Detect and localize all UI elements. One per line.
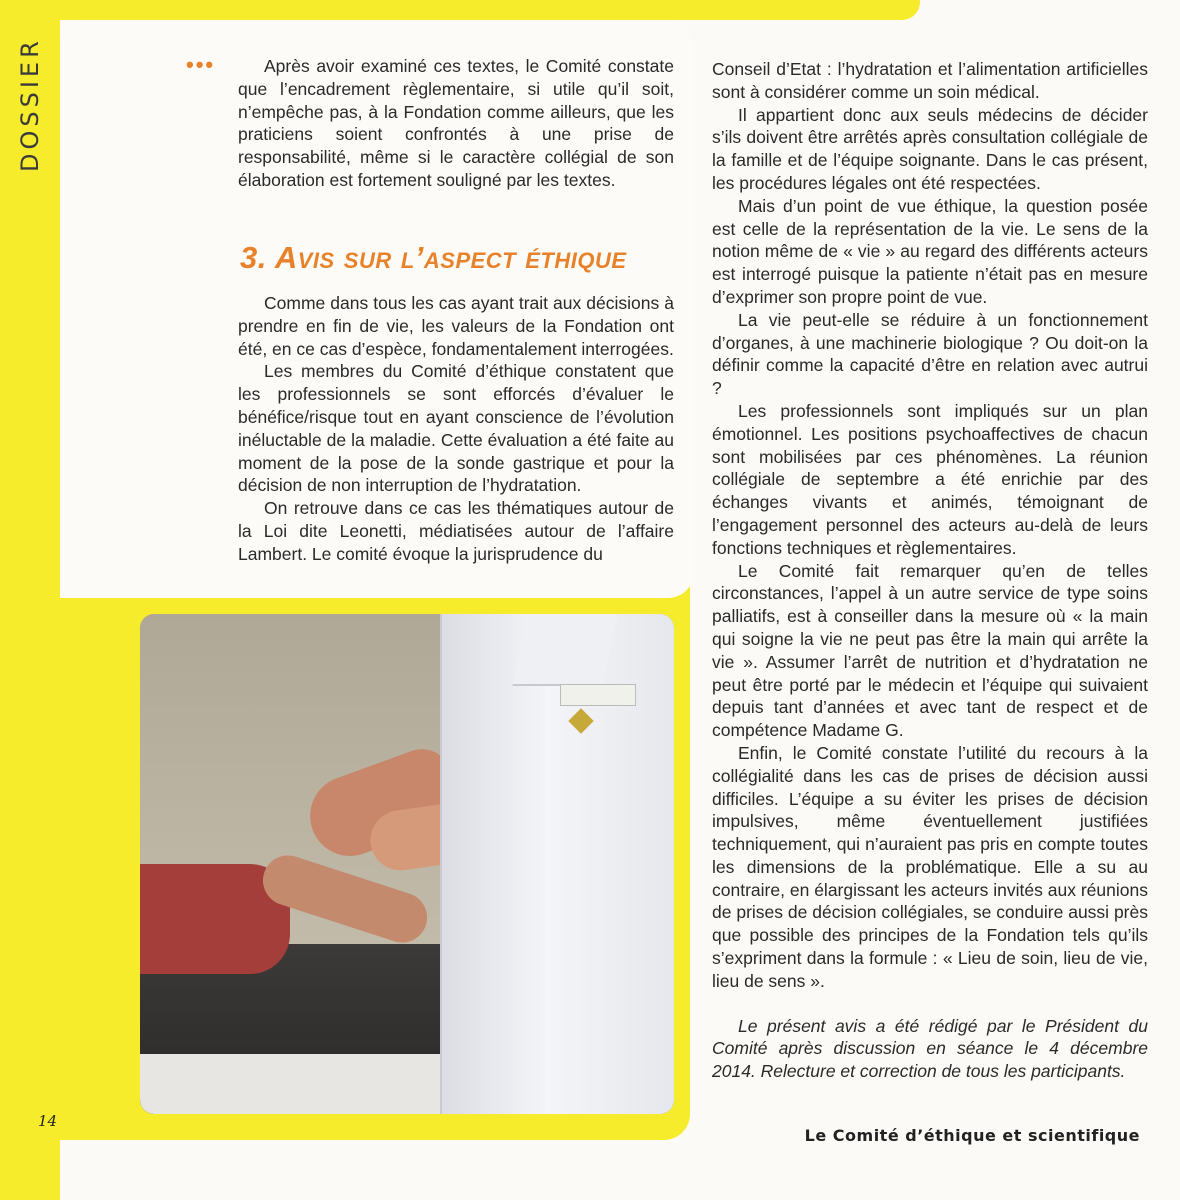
intro-paragraph: Après avoir examiné ces textes, le Comité constate que l’encadrement règlementaire, si utile qu’il soit, n’empêche pas, à la Fondation comme ailleurs, que les praticiens soient confrontés à une prise de responsabilité, même si le caractère collégial de son élaboration est fortement souligné par les textes. [238, 56, 674, 190]
section-heading: 3. Avis sur l’aspect éthique [240, 240, 627, 275]
continuation-paragraph: Conseil d’Etat : l’hydratation et l’alimentation artificielles sont à considérer comme un soin médical. [712, 59, 1148, 102]
paragraph: Mais d’un point de vue éthique, la question posée est celle de la représentation de la vie. Le sens de la notion même de « vie » au regard des différents acteurs est interrogé puisque la patiente n’était pas en mesure d’exprimer son propre point de vue. [712, 195, 1148, 307]
paragraph: Comme dans tous les cas ayant trait aux décisions à prendre en fin de vie, les valeurs de la Fondation ont été, en ce cas d’espèce, fondamentalement interrogées. [238, 293, 674, 359]
signature: Le Comité d’éthique et scientifique [804, 1126, 1140, 1145]
right-column [712, 58, 1148, 1083]
paragraph: Enfin, le Comité constate l’utilité du recours à la collégialité dans les cas de prises de décision aussi difficiles. L’équipe a su éviter les prises de décision impulsives, même éventuellement justifiées techniquement, qui n’auraient pas pris en compte toutes les dimensions de la problématique. Elle a su au contraire, en élargissant les acteurs invités aux réunions de prises de décision collégiales, se conduire aussi près que possible des principes de la Fondation tels qu’ils s’expriment dans la formule : « Lieu de soin, lieu de vie, lieu de sens ». [712, 742, 1148, 991]
paragraph: La vie peut-elle se réduire à un fonctionnement d’organes, à une machinerie biologique ? Ou doit-on la définir comme la capacité d’être en relation avec autrui ? [712, 309, 1148, 399]
paragraph: Les professionnels sont impliqués sur un plan émotionnel. Les positions psychoaffectives de chacun sont mobilisées par ces phénomènes. La réunion collégiale de septembre a été enrichie par des échanges vivants et animés, témoignant de l’engagement personnel des acteurs au-delà de leurs fonctions techniques et règlementaires. [712, 400, 1148, 558]
paragraph: On retrouve dans ce cas les thématiques autour de la Loi dite Leonetti, médiatisées autour de l’affaire Lambert. Le comité évoque la jurisprudence du [238, 498, 674, 564]
decorative-dots: ••• [186, 52, 216, 77]
photo-white-coat [440, 614, 674, 1114]
yellow-top-band [0, 0, 920, 20]
paragraph: Le Comité fait remarquer qu’en de telles circonstances, l’appel à un autre service de type soins palliatifs, est à conseiller dans la mesure où « la main qui soigne la vie ne peut pas être la main qui arrête la vie ». Assumer l’arrêt de nutrition et d’hydratation ne peut être porté par le médecin et l’équipe qui suivaient depuis tant d’années et avec tant de respect et de compétence Madame G. [712, 560, 1148, 741]
photo-name-badge [560, 684, 636, 706]
photo-collar [512, 614, 617, 686]
page-number: 14 [38, 1112, 58, 1130]
section-label: DOSSIER [16, 37, 44, 173]
paragraph: Il appartient donc aux seuls médecins de décider s’ils doivent être arrêtés après consultation collégiale de la famille et de l’équipe soignante. Dans le cas présent, les procédures légales ont été respectées. [712, 104, 1148, 193]
closing-note: Le présent avis a été rédigé par le Président du Comité après discussion en séance le 4 décembre 2014. Relecture et correction de tous les participants. [712, 1015, 1148, 1082]
nurse-care-photo [140, 614, 674, 1114]
left-column [238, 292, 674, 566]
paragraph: Les membres du Comité d’éthique constatent que les professionnels se sont efforcés d’évaluer le bénéfice/risque tout en ayant conscience de l’évolution inéluctable de la maladie. Cette évaluation a été faite au moment de la pose de la sonde gastrique et pour la décision de non interruption de l’hydratation. [238, 361, 674, 496]
intro-block [238, 55, 674, 192]
